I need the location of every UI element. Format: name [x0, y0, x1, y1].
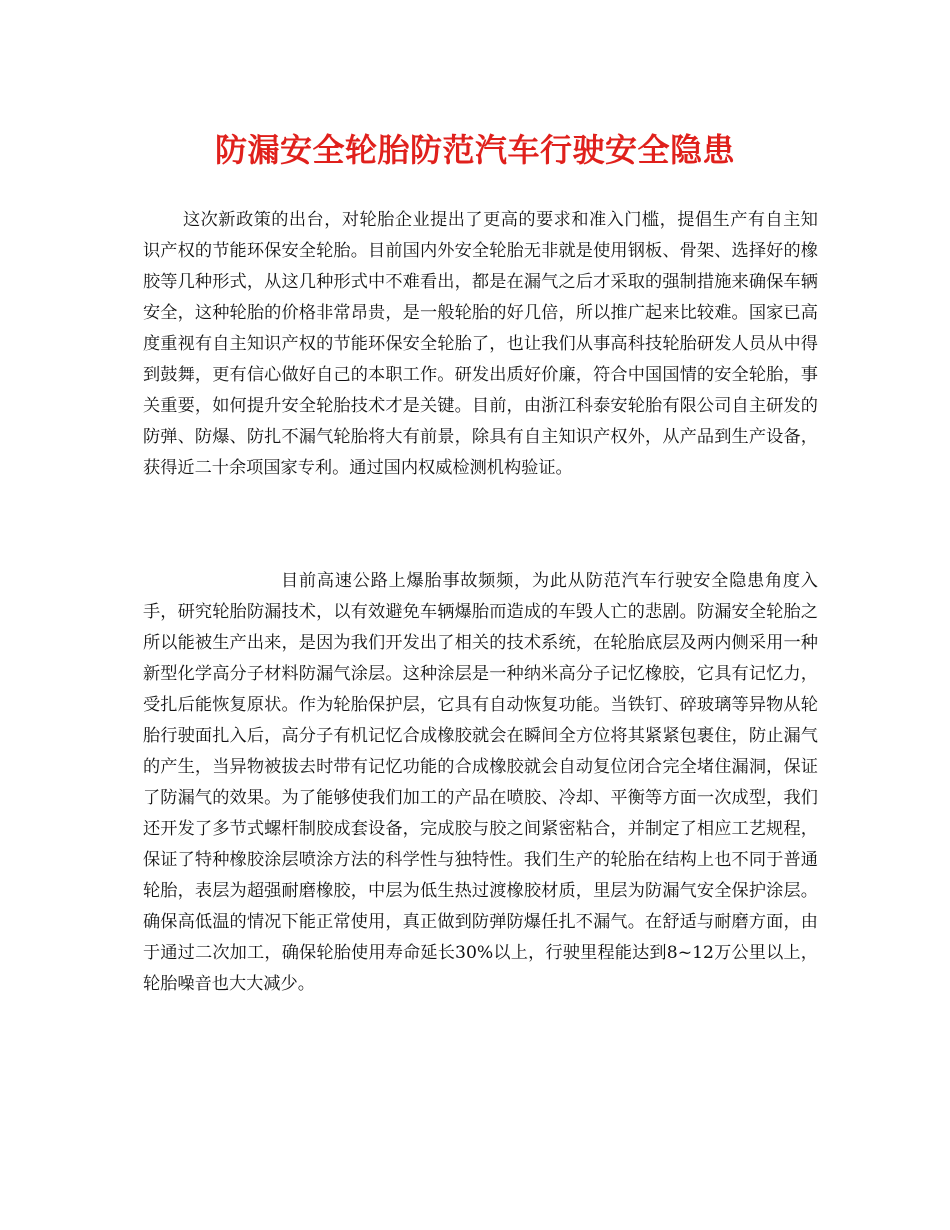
paragraph-2-text: 目前高速公路上爆胎事故频频，为此从防范汽车行驶安全隐患角度入手，研究轮胎防漏技术，以有效避免车辆爆胎而造成的车毁人亡的悲剧。防漏安全轮胎之所以能被生产出来，是因为我们开发出了相关的技术系统，在轮胎底层及两内侧采用一种新型化学高分子材料防漏气涂层。这种涂层是一种纳米高分子记忆橡胶，它具有记忆力，受扎后能恢复原状。作为轮胎保护层，它具有自动恢复功能。当铁钉、碎玻璃等异物从轮胎行驶面扎入后，高分子有机记忆合成橡胶就会在瞬间全方位将其紧紧包裹住，防止漏气的产生，当异物被拔去时带有记忆功能的合成橡胶就会自动复位闭合完全堵住漏洞，保证了防漏气的效果。为了能够使我们加工的产品在喷胶、冷却、平衡等方面一次成型，我们还开发了多节式螺杆制胶成套设备，完成胶与胶之间紧密粘合，并制定了相应工艺规程，保证了特种橡胶涂层喷涂方法的科学性与独特性。我们生产的轮胎在结构上也不同于普通轮胎，表层为超强耐磨橡胶，中层为低生热过渡橡胶材质，里层为防漏气安全保护涂层。确保高低温的情况下能正常使用，真正做到防弹防爆任扎不漏气。在舒适与耐磨方面，由于通过二次加工，确保轮胎使用寿命延长30%以上，行驶里程能达到8~12万公里以上，轮胎噪音也大大减少。 [143, 571, 818, 994]
paragraph-1-text: 这次新政策的出台，对轮胎企业提出了更高的要求和准入门槛，提倡生产有自主知识产权的节能环保安全轮胎。目前国内外安全轮胎无非就是使用钢板、骨架、选择好的橡胶等几种形式，从这几种形式中不难看出，都是在漏气之后才采取的强制措施来确保车辆安全，这种轮胎的价格非常昂贵，是一般轮胎的好几倍，所以推广起来比较难。国家已高度重视有自主知识产权的节能环保安全轮胎了，也让我们从事高科技轮胎研发人员从中得到鼓舞，更有信心做好自己的本职工作。研发出质好价廉，符合中国国情的安全轮胎，事关重要，如何提升安全轮胎技术才是关键。目前，由浙江科泰安轮胎有限公司自主研发的防弹、防爆、防扎不漏气轮胎将大有前景，除具有自主知识产权外，从产品到生产设备，获得近二十余项国家专利。通过国内权威检测机构验证。 [143, 210, 818, 478]
paragraph-1 [143, 205, 818, 484]
document-title: 防漏安全轮胎防范汽车行驶安全隐患 [214, 131, 735, 169]
paragraph-2 [143, 566, 818, 1000]
